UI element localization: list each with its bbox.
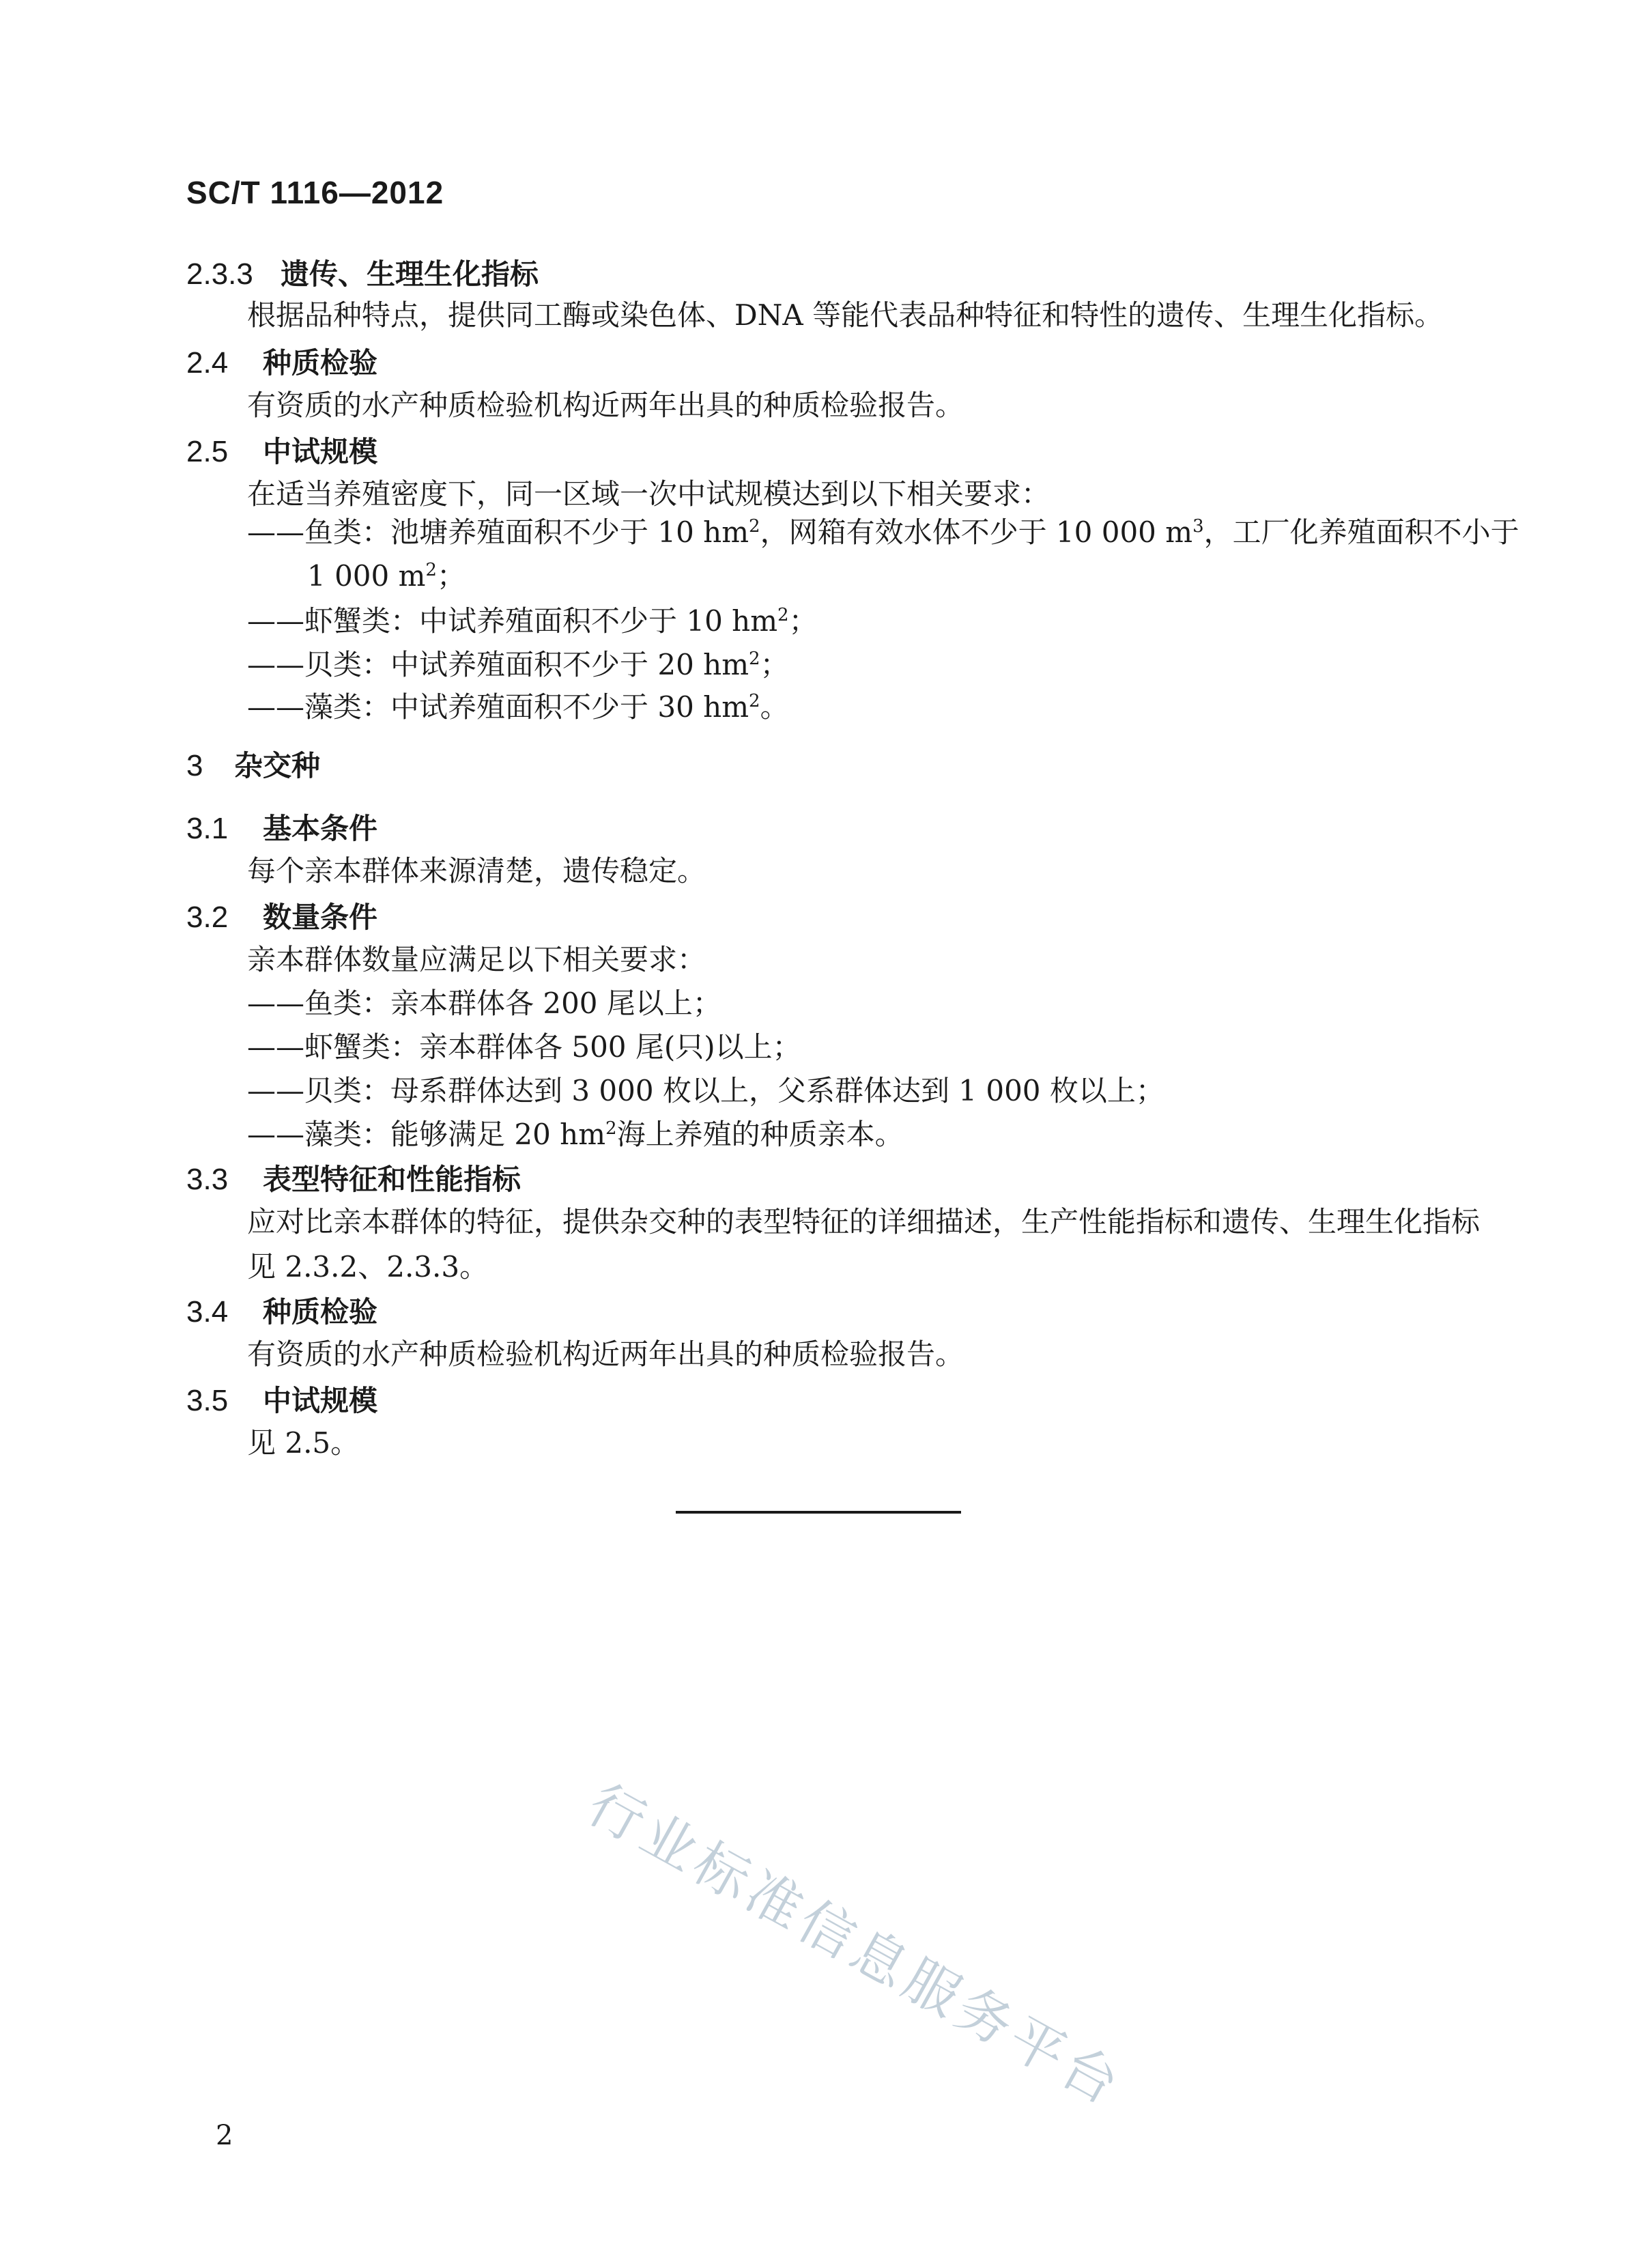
list-item-shellfish: ——贝类：母系群体达到 3 000 枚以上，父系群体达到 1 000 枚以上； — [247, 1074, 1164, 1107]
section-number: 3 — [186, 749, 203, 782]
section-title: 基本条件 — [263, 812, 378, 845]
list-item-shrimp-crab: ——虾蟹类：亲本群体各 500 尾(只)以上； — [247, 1030, 801, 1064]
watermark: 行业标准信息服务平台 — [577, 1772, 1134, 2119]
section-3-3-heading — [186, 1159, 801, 1200]
section-3-4-body: 有资质的水产种质检验机构近两年出具的种质检验报告。 — [247, 1337, 964, 1371]
section-number: 3.1 — [186, 812, 229, 845]
section-3-2-body: 亲本群体数量应满足以下相关要求： — [247, 943, 706, 976]
section-2-5-heading — [186, 431, 801, 472]
list-item-fish: ——鱼类：亲本群体各 200 尾以上； — [247, 987, 721, 1020]
section-title: 种质检验 — [263, 346, 378, 380]
section-3-1-heading — [186, 808, 801, 849]
section-3-5-heading — [186, 1380, 801, 1421]
end-rule — [676, 1511, 961, 1514]
section-number: 2.3.3 — [186, 257, 253, 291]
section-number: 3.3 — [186, 1163, 229, 1196]
section-number: 2.4 — [186, 346, 229, 380]
section-number: 2.5 — [186, 435, 229, 468]
section-title: 中试规模 — [263, 435, 378, 468]
list-item-continuation: 1 000 $m^2$； — [307, 559, 466, 593]
document-code-header: SC/T 1116—2012 — [186, 175, 444, 210]
section-2-4-body: 有资质的水产种质检验机构近两年出具的种质检验报告。 — [247, 388, 964, 422]
section-3-4-heading — [186, 1292, 801, 1333]
section-3-2-heading — [186, 897, 801, 938]
section-title: 种质检验 — [263, 1295, 378, 1329]
section-title: 杂交种 — [234, 749, 321, 782]
section-2-3-3-heading — [186, 254, 801, 295]
section-title: 数量条件 — [263, 901, 378, 934]
section-number: 3.4 — [186, 1295, 229, 1329]
list-item-fish-pond: ——鱼类：池塘养殖面积不少于 10 $hm^2$，网箱有效水体不少于 10 000 $m^3$，工厂化养殖面积不小于 — [247, 515, 1519, 549]
section-3-heading — [186, 746, 801, 786]
section-3-3-body-line1: 应对比亲本群体的特征，提供杂交种的表型特征的详细描述，生产性能指标和遗传、生理生化指标 — [247, 1205, 1481, 1238]
list-item-shrimp-crab: ——虾蟹类：中试养殖面积不少于 10 $hm^2$； — [247, 604, 818, 638]
list-item-algae: ——藻类：能够满足 20 $hm^2$海上养殖的种质亲本。 — [247, 1118, 904, 1151]
section-title: 表型特征和性能指标 — [263, 1163, 521, 1196]
section-title: 中试规模 — [263, 1384, 378, 1417]
section-2-5-body: 在适当养殖密度下，同一区域一次中试规模达到以下相关要求： — [247, 477, 1050, 511]
section-number: 3.5 — [186, 1384, 229, 1417]
list-item-shellfish: ——贝类：中试养殖面积不少于 20 $hm^2$； — [247, 648, 789, 681]
list-item-algae: ——藻类：中试养殖面积不少于 30 $hm^2$。 — [247, 690, 789, 724]
section-number: 3.2 — [186, 901, 229, 934]
section-2-4-heading — [186, 343, 801, 384]
section-3-3-body-line2: 见 2.3.2、2.3.3。 — [247, 1250, 489, 1284]
section-title: 遗传、生理生化指标 — [281, 257, 539, 291]
section-2-3-3-body: 根据品种特点，提供同工酶或染色体、DNA 等能代表品种特征和特性的遗传、生理生化指标。 — [247, 298, 1444, 332]
section-3-5-body: 见 2.5。 — [247, 1426, 360, 1460]
page-number: 2 — [216, 2120, 233, 2151]
section-3-1-body: 每个亲本群体来源清楚，遗传稳定。 — [247, 854, 706, 888]
